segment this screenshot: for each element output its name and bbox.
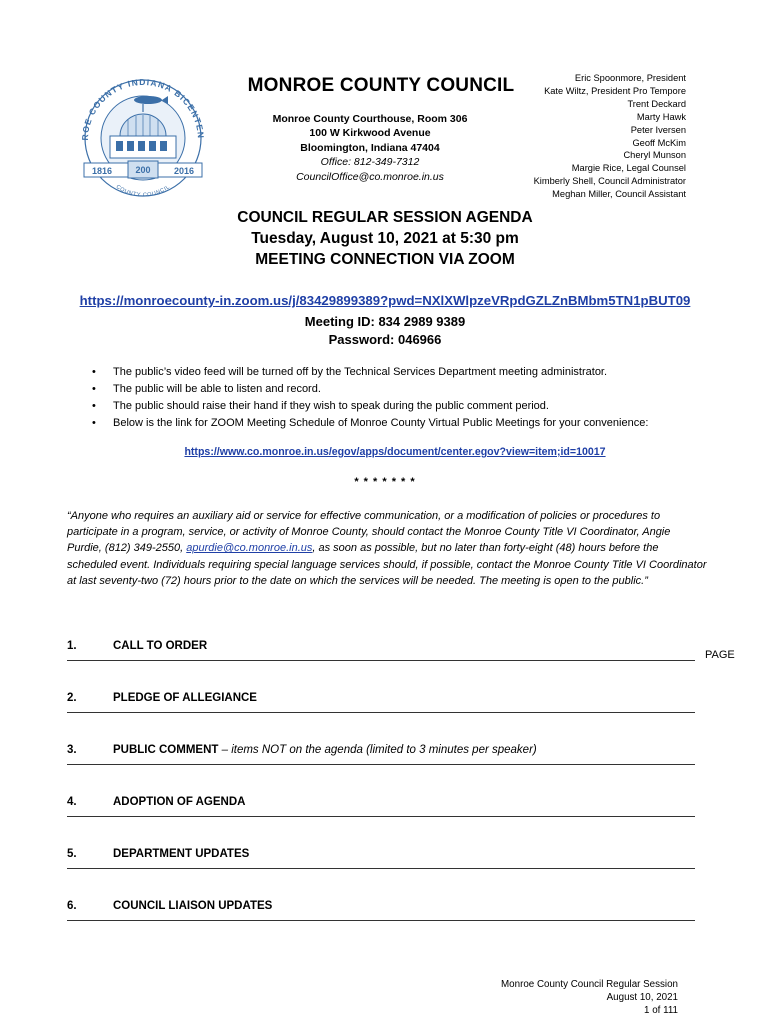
agenda-item-label	[113, 796, 245, 808]
agenda-item-number: 3.	[67, 744, 77, 756]
member-name: Marty Hawk	[636, 111, 686, 122]
office-phone: Office: 812-349-7312	[320, 156, 420, 169]
council-address-block	[270, 112, 470, 184]
meeting-password: Password: 046966	[328, 332, 442, 347]
agenda-item-label	[113, 744, 537, 756]
address-line-room: Monroe County Courthouse, Room 306	[272, 113, 468, 125]
zoom-meeting-link[interactable]: https://monroecounty-in.zoom.us/j/83429899389?pwd=NXlXWlpzeVRpdGZLZnBMbm5TN1pBUT09	[79, 293, 691, 308]
address-line-street: 100 W Kirkwood Avenue	[309, 127, 431, 140]
page-column-label: PAGE	[705, 649, 735, 661]
agenda-heading-title: COUNCIL REGULAR SESSION AGENDA	[237, 209, 533, 226]
agenda-item-number: 4.	[67, 796, 77, 808]
agenda-item-rule	[67, 712, 695, 713]
agenda-item-title: PLEDGE OF ALLEGIANCE	[113, 692, 257, 704]
agenda-item-title: ADOPTION OF AGENDA	[113, 796, 246, 808]
agenda-item-label	[113, 848, 249, 860]
svg-text:COUNTY COUNCIL	[115, 184, 171, 198]
seal-top-text: ROE COUNTY INDIANA BICENTEN	[79, 76, 207, 141]
member-name: Cheryl Munson	[623, 150, 686, 161]
agenda-item-number: 2.	[67, 692, 77, 704]
agenda-item	[67, 692, 697, 722]
member-name: Peter Iversen	[630, 124, 686, 135]
agenda-item	[67, 796, 697, 826]
footer-session: Monroe County Council Regular Session	[501, 979, 678, 990]
member-name: Eric Spoonmore, President	[574, 73, 686, 83]
page-footer	[448, 978, 678, 1017]
section-separator: * * * * * * *	[354, 476, 416, 488]
agenda-item-title: PUBLIC COMMENT	[113, 744, 219, 756]
meeting-schedule-link[interactable]: https://www.co.monroe.in.us/egov/apps/document/center.egov?view=item;id=10017	[184, 446, 606, 458]
notice-text-part2: , as soon as possible, but no later than forty-eight (48) hours before the scheduled event. Individuals requiring special language services should, if possible, contact the Monroe County Title VI Coordinator at last seventy-two (72) hours prior to the date on which the services will be needed. The meeting is open to the public.”	[67, 542, 707, 587]
seal-year-start: 1816	[91, 166, 113, 176]
zoom-meeting-details	[200, 313, 570, 349]
accessibility-notice	[67, 508, 707, 589]
county-bicentennial-seal	[70, 70, 216, 200]
agenda-item-rule	[67, 764, 695, 765]
list-item: • The public’s video feed will be turned off by the Technical Services Department meeting administrator.	[92, 364, 712, 381]
member-name: Kimberly Shell, Council Administrator	[533, 176, 686, 187]
member-name: Geoff McKim	[632, 137, 686, 148]
agenda-item-title: COUNCIL LIAISON UPDATES	[113, 900, 273, 912]
agenda-item-note: – items NOT on the agenda (limited to 3 minutes per speaker)	[218, 744, 537, 756]
council-title: MONROE COUNTY COUNCIL	[247, 75, 515, 96]
seal-year-end: 2016	[173, 166, 195, 176]
agenda-item-label	[113, 692, 257, 704]
agenda-item-label	[113, 900, 272, 912]
agenda-item	[67, 900, 697, 930]
list-item: • The public will be able to listen and record.	[92, 381, 712, 398]
coordinator-email-link[interactable]: apurdie@co.monroe.in.us	[186, 542, 313, 555]
member-name: Meghan Miller, Council Assistant	[552, 189, 686, 200]
agenda-heading-connection: MEETING CONNECTION VIA ZOOM	[255, 251, 515, 268]
council-members-list	[446, 72, 686, 201]
agenda-item-title: DEPARTMENT UPDATES	[113, 848, 250, 860]
agenda-item	[67, 744, 697, 774]
agenda-item-rule	[67, 816, 695, 817]
seal-bottom-text: COUNTY COUNCIL	[114, 184, 172, 199]
agenda-item	[67, 848, 697, 878]
agenda-item-number: 1.	[67, 640, 77, 652]
agenda-item-number: 6.	[67, 900, 77, 912]
agenda-item-title: CALL TO ORDER	[113, 640, 208, 652]
list-item: • Below is the link for ZOOM Meeting Schedule of Monroe County Virtual Public Meetings for your convenience:	[92, 415, 712, 432]
agenda-item	[67, 640, 697, 670]
list-item: • The public should raise their hand if they wish to speak during the public comment period.	[92, 398, 712, 415]
agenda-item-rule	[67, 868, 695, 869]
meeting-id: Meeting ID: 834 2989 9389	[304, 314, 466, 329]
agenda-item-number: 5.	[67, 848, 77, 860]
seal-year-mid: 200	[135, 165, 151, 175]
member-name: Trent Deckard	[627, 98, 686, 109]
office-email: CouncilOffice@co.monroe.in.us	[296, 170, 444, 183]
member-name: Margie Rice, Legal Counsel	[571, 163, 686, 174]
address-line-city: Bloomington, Indiana 47404	[300, 141, 440, 154]
seal-graphic	[70, 70, 216, 200]
agenda-heading	[150, 207, 620, 270]
agenda-item-label	[113, 640, 207, 652]
agenda-heading-date: Tuesday, August 10, 2021 at 5:30 pm	[251, 230, 519, 247]
footer-date: August 10, 2021	[606, 992, 678, 1003]
footer-page-count: 1 of 111	[644, 1005, 678, 1016]
agenda-item-rule	[67, 660, 695, 661]
agenda-item-rule	[67, 920, 695, 921]
meeting-instructions-list	[92, 364, 712, 432]
notice-text-part1: “Anyone who requires an auxiliary aid or service for effective communication, or a modification of policies or procedures to participate in a program, service, or activity of Monroe County, should contact the Monroe County Title VI Coordinator, Angie Purdie, (812) 349-2550,	[67, 510, 671, 555]
member-name: Kate Wiltz, President Pro Tempore	[544, 85, 686, 96]
